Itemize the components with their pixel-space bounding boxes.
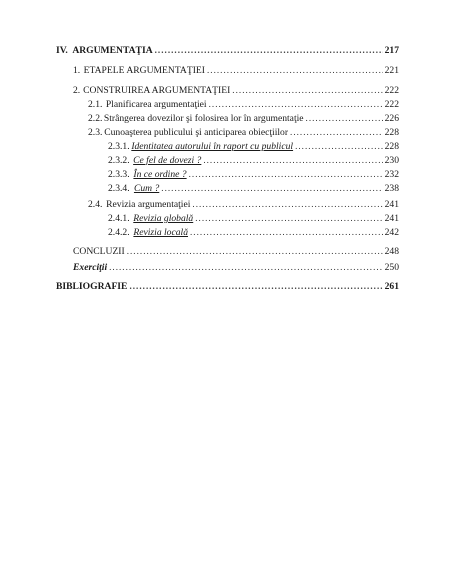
toc-entry-title: Revizia globală	[133, 213, 194, 224]
toc-entry-number: 2.2.	[88, 113, 103, 124]
toc-entry-revizia[interactable]	[56, 197, 399, 211]
toc-entry-page: 242	[384, 227, 399, 238]
toc-leader-dots	[207, 63, 383, 77]
toc-entry-number: 2.3.2.	[108, 155, 130, 166]
table-of-contents	[56, 43, 399, 293]
toc-entry-cum[interactable]	[56, 181, 399, 195]
toc-entry-revizia-locala[interactable]	[56, 225, 399, 239]
toc-leader-dots	[109, 260, 383, 274]
toc-entry-bibliografie[interactable]	[56, 279, 399, 293]
toc-entry-exercitii[interactable]	[56, 260, 399, 274]
toc-leader-dots	[129, 279, 382, 293]
toc-entry-number: 2.3.	[88, 127, 103, 138]
toc-entry-planificarea[interactable]	[56, 97, 399, 111]
toc-entry-page: 232	[384, 169, 399, 180]
toc-entry-title: Revizia argumentaţiei	[106, 199, 191, 210]
toc-entry-ce-fel-de-dovezi[interactable]	[56, 153, 399, 167]
toc-entry-title: Exerciţii	[73, 262, 108, 273]
toc-entry-page: 248	[384, 246, 399, 257]
toc-entry-title: În ce ordine ?	[133, 169, 187, 180]
toc-leader-dots	[232, 83, 382, 97]
toc-leader-dots	[306, 111, 383, 125]
toc-entry-strangerea[interactable]	[56, 111, 399, 125]
toc-entry-title: Planificarea argumentaţiei	[105, 99, 207, 110]
toc-entry-page: 250	[384, 262, 399, 273]
toc-leader-dots	[127, 244, 383, 258]
toc-entry-page: 228	[384, 127, 399, 138]
toc-entry-title: ETAPELE ARGUMENTAŢIEI	[83, 65, 205, 76]
toc-leader-dots	[290, 125, 383, 139]
toc-entry-title: BIBLIOGRAFIE	[56, 281, 128, 292]
toc-entry-construirea[interactable]	[56, 83, 399, 97]
toc-leader-dots	[189, 167, 383, 181]
toc-entry-title: Ce fel de dovezi ?	[133, 155, 202, 166]
toc-entry-page: 230	[384, 155, 399, 166]
toc-entry-page: 261	[384, 281, 399, 292]
toc-entry-title: Identitatea autorului în raport cu publicul	[131, 141, 294, 152]
toc-leader-dots	[203, 153, 382, 167]
toc-entry-title: CONSTRUIREA ARGUMENTAŢIEI	[83, 85, 231, 96]
toc-entry-number: IV.	[56, 45, 68, 56]
toc-leader-dots	[161, 181, 382, 195]
toc-entry-in-ce-ordine[interactable]	[56, 167, 399, 181]
toc-entry-number: 2.3.3.	[108, 169, 130, 180]
toc-entry-page: 221	[384, 65, 399, 76]
toc-leader-dots	[195, 211, 382, 225]
toc-entry-cunoasterea[interactable]	[56, 125, 399, 139]
toc-entry-concluzii[interactable]	[56, 244, 399, 258]
toc-leader-dots	[190, 225, 383, 239]
toc-entry-argumentatia[interactable]	[56, 43, 399, 57]
toc-entry-identitatea[interactable]	[56, 139, 399, 153]
toc-entry-title: Cunoaşterea publicului şi anticiparea obiecţiilor	[104, 127, 289, 138]
toc-entry-title: CONCLUZII	[73, 246, 125, 257]
toc-entry-revizia-globala[interactable]	[56, 211, 399, 225]
toc-entry-number: 1.	[73, 65, 81, 76]
toc-entry-number: 2.	[73, 85, 81, 96]
toc-leader-dots	[155, 43, 383, 57]
toc-entry-page: 222	[384, 85, 399, 96]
toc-entry-etapele[interactable]	[56, 63, 399, 77]
toc-entry-number: 2.3.4.	[108, 183, 130, 194]
toc-entry-title: Cum ?	[133, 183, 160, 194]
toc-entry-page: 241	[384, 213, 399, 224]
toc-entry-title: ARGUMENTAŢIA	[72, 45, 153, 56]
toc-entry-title: Strângerea dovezilor şi folosirea lor în argumentaţie	[103, 113, 304, 124]
toc-leader-dots	[295, 139, 383, 153]
toc-entry-number: 2.3.1.	[108, 141, 130, 152]
toc-entry-page: 217	[384, 45, 399, 56]
toc-entry-number: 2.1.	[88, 99, 103, 110]
toc-leader-dots	[192, 197, 382, 211]
toc-leader-dots	[209, 97, 383, 111]
toc-entry-number: 2.4.	[88, 199, 103, 210]
toc-entry-number: 2.4.1.	[108, 213, 130, 224]
toc-entry-page: 228	[384, 141, 399, 152]
toc-entry-title: Revizia locală	[133, 227, 188, 238]
toc-entry-page: 222	[384, 99, 399, 110]
toc-entry-number: 2.4.2.	[108, 227, 130, 238]
toc-entry-page: 226	[384, 113, 399, 124]
toc-entry-page: 238	[384, 183, 399, 194]
toc-entry-page: 241	[384, 199, 399, 210]
